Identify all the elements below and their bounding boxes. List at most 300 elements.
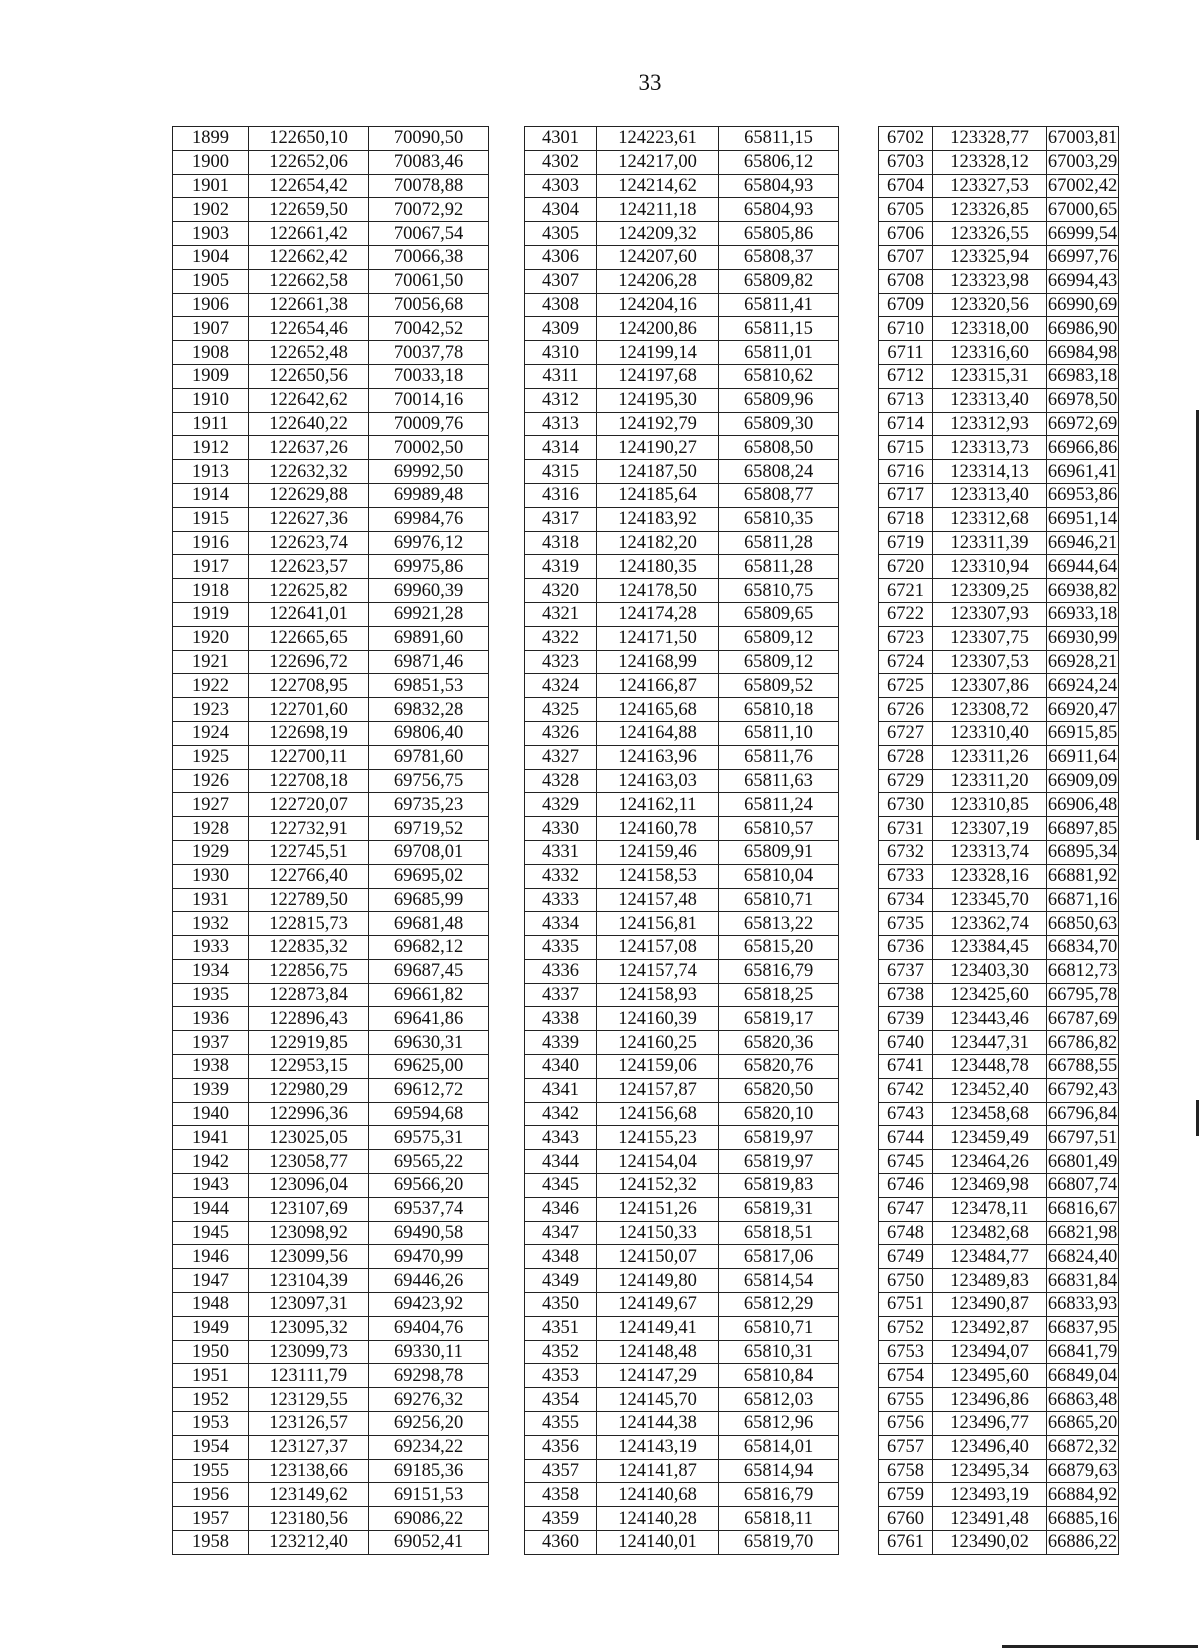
table-cell: 4325	[525, 698, 597, 722]
column-gap	[489, 650, 525, 674]
table-cell: 4342	[525, 1102, 597, 1126]
table-cell: 123307,75	[933, 626, 1047, 650]
table-cell: 122625,82	[249, 579, 369, 603]
table-cell: 123311,26	[933, 745, 1047, 769]
table-cell: 66928,21	[1047, 651, 1118, 672]
table-row	[173, 507, 1119, 531]
table-cell: 122662,42	[249, 245, 369, 269]
column-gap	[489, 769, 525, 793]
table-cell: 123425,60	[933, 983, 1047, 1007]
table-cell: 123447,31	[933, 1031, 1047, 1055]
table-cell: 123104,39	[249, 1269, 369, 1293]
table-cell: 123328,77	[933, 127, 1047, 151]
table-cell: 4331	[525, 840, 597, 864]
column-gap	[489, 698, 525, 722]
table-cell: 4349	[525, 1269, 597, 1293]
table-cell: 6748	[879, 1221, 933, 1245]
table-cell: 4350	[525, 1293, 597, 1317]
table-cell: 123490,87	[933, 1293, 1047, 1317]
table-cell: 4318	[525, 531, 597, 555]
column-gap	[839, 1055, 879, 1079]
table-cell: 1910	[173, 388, 249, 412]
table-cell: 123495,34	[933, 1459, 1047, 1483]
table-row	[173, 1388, 1119, 1412]
column-gap	[839, 721, 879, 745]
table-cell: 65816,79	[719, 1483, 839, 1507]
table-cell: 65810,75	[719, 579, 839, 603]
table-cell: 124149,41	[597, 1316, 719, 1340]
table-cell: 122856,75	[249, 959, 369, 983]
column-gap	[839, 1007, 879, 1031]
table-cell: 6741	[879, 1055, 933, 1079]
table-cell: 66801,49	[1047, 1151, 1118, 1172]
column-gap	[839, 293, 879, 317]
table-cell: 124183,92	[597, 507, 719, 531]
column-gap	[489, 1388, 525, 1412]
table-cell: 70002,50	[369, 436, 489, 460]
table-cell: 6738	[879, 983, 933, 1007]
table-cell: 123310,40	[933, 721, 1047, 745]
table-cell: 6716	[879, 460, 933, 484]
table-row	[173, 388, 1119, 412]
column-gap	[839, 1221, 879, 1245]
table-row	[173, 483, 1119, 507]
table-cell: 122708,18	[249, 769, 369, 793]
table-cell: 1930	[173, 864, 249, 888]
table-row	[173, 983, 1119, 1007]
table-row	[173, 1269, 1119, 1293]
table-cell: 4319	[525, 555, 597, 579]
column-gap	[839, 198, 879, 222]
table-cell: 66871,16	[1047, 889, 1118, 910]
table-cell: 1903	[173, 222, 249, 246]
column-gap	[489, 721, 525, 745]
table-cell: 124155,23	[597, 1126, 719, 1150]
table-cell: 1944	[173, 1197, 249, 1221]
table-cell: 123107,69	[249, 1197, 369, 1221]
table-cell: 65811,28	[719, 555, 839, 579]
table-cell: 124156,68	[597, 1102, 719, 1126]
column-gap	[839, 650, 879, 674]
table-cell: 124211,18	[597, 198, 719, 222]
table-cell: 1934	[173, 959, 249, 983]
table-cell: 123478,11	[933, 1197, 1047, 1221]
table-cell: 4323	[525, 650, 597, 674]
table-cell: 4316	[525, 483, 597, 507]
table-cell: 1953	[173, 1412, 249, 1436]
table-cell: 4302	[525, 150, 597, 174]
column-gap	[839, 1197, 879, 1221]
table-row	[173, 1507, 1119, 1531]
table-cell: 66938,82	[1047, 580, 1118, 601]
table-cell: 122696,72	[249, 650, 369, 674]
table-cell: 123403,30	[933, 959, 1047, 983]
table-cell: 65808,24	[719, 460, 839, 484]
table-cell: 70067,54	[369, 222, 489, 246]
table-cell: 124207,60	[597, 245, 719, 269]
table-cell: 122661,42	[249, 222, 369, 246]
table-cell: 123098,92	[249, 1221, 369, 1245]
table-cell: 65820,76	[719, 1055, 839, 1079]
table-cell: 69470,99	[369, 1245, 489, 1269]
table-cell: 65804,93	[719, 174, 839, 198]
table-cell: 66833,93	[1047, 1294, 1118, 1315]
table-cell: 66930,99	[1047, 628, 1118, 649]
column-gap	[489, 1269, 525, 1293]
table-cell: 123484,77	[933, 1245, 1047, 1269]
table-cell: 124187,50	[597, 460, 719, 484]
table-cell: 4354	[525, 1388, 597, 1412]
table-cell: 4352	[525, 1340, 597, 1364]
table-row	[173, 1007, 1119, 1031]
table-cell: 6744	[879, 1126, 933, 1150]
table-cell: 66824,40	[1047, 1246, 1118, 1267]
table-cell: 70042,52	[369, 317, 489, 341]
table-cell: 124140,68	[597, 1483, 719, 1507]
table-cell: 122652,06	[249, 150, 369, 174]
table-cell: 70056,68	[369, 293, 489, 317]
table-cell: 123138,66	[249, 1459, 369, 1483]
table-cell: 4329	[525, 793, 597, 817]
table-cell: 122700,11	[249, 745, 369, 769]
table-cell: 1937	[173, 1031, 249, 1055]
table-cell: 65814,54	[719, 1269, 839, 1293]
table-cell: 69625,00	[369, 1055, 489, 1079]
table-cell: 122632,32	[249, 460, 369, 484]
table-cell: 4306	[525, 245, 597, 269]
table-cell: 65819,97	[719, 1126, 839, 1150]
table-cell: 69735,23	[369, 793, 489, 817]
column-gap	[489, 1435, 525, 1459]
table-cell: 123491,48	[933, 1507, 1047, 1531]
table-cell: 69756,75	[369, 769, 489, 793]
column-gap	[839, 317, 879, 341]
column-gap	[489, 1102, 525, 1126]
table-row	[173, 1174, 1119, 1198]
table-cell: 6743	[879, 1102, 933, 1126]
table-cell: 4360	[525, 1531, 597, 1555]
column-gap	[839, 840, 879, 864]
table-cell: 66807,74	[1047, 1175, 1118, 1196]
page-number: 33	[638, 70, 662, 95]
column-gap	[489, 912, 525, 936]
column-gap	[489, 1221, 525, 1245]
table-cell: 6704	[879, 174, 933, 198]
table-cell: 66946,21	[1047, 532, 1118, 553]
table-cell: 65810,71	[719, 888, 839, 912]
table-row	[173, 1340, 1119, 1364]
table-cell: 1909	[173, 364, 249, 388]
table-row	[173, 317, 1119, 341]
table-cell: 66911,64	[1048, 747, 1117, 768]
table-cell: 1955	[173, 1459, 249, 1483]
table-cell: 6735	[879, 912, 933, 936]
table-row	[173, 222, 1119, 246]
table-cell: 65814,94	[719, 1459, 839, 1483]
table-cell: 65811,24	[719, 793, 839, 817]
table-cell: 65812,29	[719, 1293, 839, 1317]
table-cell: 66986,90	[1047, 318, 1118, 339]
table-cell: 69681,48	[369, 912, 489, 936]
table-cell: 65809,82	[719, 269, 839, 293]
table-cell: 66885,16	[1047, 1508, 1118, 1529]
table-cell: 70061,50	[369, 269, 489, 293]
table-cell: 69575,31	[369, 1126, 489, 1150]
table-cell: 1929	[173, 840, 249, 864]
table-cell: 124190,27	[597, 436, 719, 460]
table-cell: 1947	[173, 1269, 249, 1293]
column-gap	[839, 1531, 879, 1555]
table-cell: 70090,50	[369, 127, 489, 151]
table-cell: 70033,18	[369, 364, 489, 388]
table-cell: 123325,94	[933, 245, 1047, 269]
column-gap	[489, 1412, 525, 1436]
column-gap	[839, 1316, 879, 1340]
table-cell: 6717	[879, 483, 933, 507]
table-cell: 69851,53	[369, 674, 489, 698]
column-gap	[489, 864, 525, 888]
table-cell: 123314,13	[933, 460, 1047, 484]
table-cell: 69976,12	[369, 531, 489, 555]
table-row	[173, 1483, 1119, 1507]
table-cell: 66792,43	[1047, 1080, 1118, 1101]
table-cell: 6715	[879, 436, 933, 460]
table-cell: 124156,81	[597, 912, 719, 936]
table-cell: 1907	[173, 317, 249, 341]
table-cell: 122641,01	[249, 602, 369, 626]
table-cell: 4308	[525, 293, 597, 317]
table-cell: 1949	[173, 1316, 249, 1340]
table-cell: 66966,86	[1047, 437, 1118, 458]
table-cell: 6711	[879, 341, 933, 365]
table-cell: 123458,68	[933, 1102, 1047, 1126]
column-gap	[489, 983, 525, 1007]
table-cell: 6720	[879, 555, 933, 579]
table-cell: 123448,78	[933, 1055, 1047, 1079]
column-gap	[489, 293, 525, 317]
column-gap	[489, 936, 525, 960]
table-cell: 1900	[173, 150, 249, 174]
table-cell: 123313,40	[933, 483, 1047, 507]
table-cell: 124163,96	[597, 745, 719, 769]
table-cell: 1905	[173, 269, 249, 293]
table-cell: 1942	[173, 1150, 249, 1174]
table-cell: 124160,25	[597, 1031, 719, 1055]
table-cell: 1906	[173, 293, 249, 317]
table-cell: 66884,92	[1047, 1484, 1118, 1505]
table-cell: 124151,26	[597, 1197, 719, 1221]
table-cell: 122623,74	[249, 531, 369, 555]
table-cell: 1958	[173, 1531, 249, 1555]
column-gap	[839, 602, 879, 626]
column-gap	[839, 127, 879, 151]
table-cell: 4356	[525, 1435, 597, 1459]
table-cell: 6737	[879, 959, 933, 983]
table-cell: 1927	[173, 793, 249, 817]
table-cell: 1912	[173, 436, 249, 460]
table-cell: 122732,91	[249, 817, 369, 841]
table-cell: 4303	[525, 174, 597, 198]
table-cell: 66881,92	[1047, 866, 1118, 887]
table-row	[173, 817, 1119, 841]
column-gap	[489, 1055, 525, 1079]
table-cell: 124159,46	[597, 840, 719, 864]
table-cell: 4347	[525, 1221, 597, 1245]
table-cell: 123326,55	[933, 222, 1047, 246]
column-gap	[839, 222, 879, 246]
table-cell: 4340	[525, 1055, 597, 1079]
table-row	[173, 769, 1119, 793]
table-cell: 1926	[173, 769, 249, 793]
table-cell: 65810,04	[719, 864, 839, 888]
column-gap	[489, 745, 525, 769]
column-gap	[839, 507, 879, 531]
column-gap	[839, 1150, 879, 1174]
table-cell: 65819,97	[719, 1150, 839, 1174]
table-cell: 123307,86	[933, 674, 1047, 698]
table-cell: 6749	[879, 1245, 933, 1269]
table-cell: 66984,98	[1047, 342, 1118, 363]
table-cell: 4324	[525, 674, 597, 698]
table-cell: 123312,93	[933, 412, 1047, 436]
table-cell: 6751	[879, 1293, 933, 1317]
table-cell: 4326	[525, 721, 597, 745]
table-cell: 1917	[173, 555, 249, 579]
table-cell: 66997,76	[1047, 247, 1118, 268]
table-row	[173, 460, 1119, 484]
table-cell: 4346	[525, 1197, 597, 1221]
coordinates-table	[172, 126, 1119, 1555]
column-gap	[839, 150, 879, 174]
table-row	[173, 150, 1119, 174]
table-cell: 1919	[173, 602, 249, 626]
table-cell: 122642,62	[249, 388, 369, 412]
table-cell: 66834,70	[1047, 937, 1118, 958]
column-gap	[839, 1340, 879, 1364]
column-gap	[839, 555, 879, 579]
table-cell: 123311,20	[933, 769, 1047, 793]
column-gap	[489, 817, 525, 841]
table-cell: 6736	[879, 936, 933, 960]
table-row	[173, 650, 1119, 674]
table-cell: 1901	[173, 174, 249, 198]
column-gap	[839, 436, 879, 460]
column-gap	[839, 912, 879, 936]
table-cell: 65820,10	[719, 1102, 839, 1126]
column-gap	[839, 959, 879, 983]
table-cell: 65811,41	[719, 293, 839, 317]
table-cell: 1911	[173, 412, 249, 436]
table-row	[173, 1197, 1119, 1221]
column-gap	[489, 507, 525, 531]
table-cell: 122623,57	[249, 555, 369, 579]
table-cell: 122766,40	[249, 864, 369, 888]
table-cell: 1931	[173, 888, 249, 912]
table-cell: 65812,03	[719, 1388, 839, 1412]
table-row	[173, 364, 1119, 388]
table-cell: 6755	[879, 1388, 933, 1412]
table-cell: 69891,60	[369, 626, 489, 650]
column-gap	[839, 364, 879, 388]
table-cell: 123496,86	[933, 1388, 1047, 1412]
column-gap	[839, 888, 879, 912]
table-cell: 122815,73	[249, 912, 369, 936]
table-cell: 124180,35	[597, 555, 719, 579]
column-gap	[489, 793, 525, 817]
table-cell: 6725	[879, 674, 933, 698]
table-cell: 65810,71	[719, 1316, 839, 1340]
table-cell: 65814,01	[719, 1435, 839, 1459]
table-row	[173, 1126, 1119, 1150]
table-cell: 65820,36	[719, 1031, 839, 1055]
table-cell: 66886,22	[1047, 1532, 1118, 1553]
table-cell: 124197,68	[597, 364, 719, 388]
table-cell: 123312,68	[933, 507, 1047, 531]
table-cell: 65818,11	[719, 1507, 839, 1531]
table-cell: 69708,01	[369, 840, 489, 864]
table-cell: 69661,82	[369, 983, 489, 1007]
column-gap	[489, 1174, 525, 1198]
table-cell: 124154,04	[597, 1150, 719, 1174]
table-row	[173, 698, 1119, 722]
table-cell: 124164,88	[597, 721, 719, 745]
table-cell: 6723	[879, 626, 933, 650]
table-cell: 1945	[173, 1221, 249, 1245]
column-gap	[839, 626, 879, 650]
table-cell: 6761	[879, 1531, 933, 1555]
table-cell: 4320	[525, 579, 597, 603]
table-cell: 124199,14	[597, 341, 719, 365]
table-cell: 123311,39	[933, 531, 1047, 555]
table-cell: 1950	[173, 1340, 249, 1364]
table-cell: 6706	[879, 222, 933, 246]
table-cell: 123345,70	[933, 888, 1047, 912]
table-cell: 123493,19	[933, 1483, 1047, 1507]
table-cell: 66983,18	[1047, 366, 1118, 387]
table-cell: 1956	[173, 1483, 249, 1507]
scan-edge-mark	[1196, 1100, 1199, 1136]
table-cell: 69565,22	[369, 1150, 489, 1174]
table-cell: 65812,96	[719, 1412, 839, 1436]
table-cell: 4330	[525, 817, 597, 841]
table-cell: 122662,58	[249, 269, 369, 293]
table-cell: 6703	[879, 150, 933, 174]
table-cell: 122789,50	[249, 888, 369, 912]
table-cell: 123313,73	[933, 436, 1047, 460]
table-cell: 66865,20	[1047, 1413, 1118, 1434]
table-cell: 69298,78	[369, 1364, 489, 1388]
table-cell: 124160,78	[597, 817, 719, 841]
table-cell: 65810,18	[719, 698, 839, 722]
table-cell: 123307,53	[933, 650, 1047, 674]
table-cell: 69630,31	[369, 1031, 489, 1055]
table-cell: 66895,34	[1047, 842, 1118, 863]
column-gap	[839, 388, 879, 412]
table-cell: 1902	[173, 198, 249, 222]
table-cell: 69423,92	[369, 1293, 489, 1317]
table-cell: 69781,60	[369, 745, 489, 769]
table-cell: 6718	[879, 507, 933, 531]
table-cell: 66796,84	[1047, 1104, 1118, 1125]
table-cell: 1946	[173, 1245, 249, 1269]
column-gap	[839, 793, 879, 817]
table-cell: 65811,15	[719, 317, 839, 341]
table-cell: 122835,32	[249, 936, 369, 960]
table-cell: 122652,48	[249, 341, 369, 365]
table-cell: 122627,36	[249, 507, 369, 531]
table-row	[173, 1293, 1119, 1317]
table-row	[173, 840, 1119, 864]
